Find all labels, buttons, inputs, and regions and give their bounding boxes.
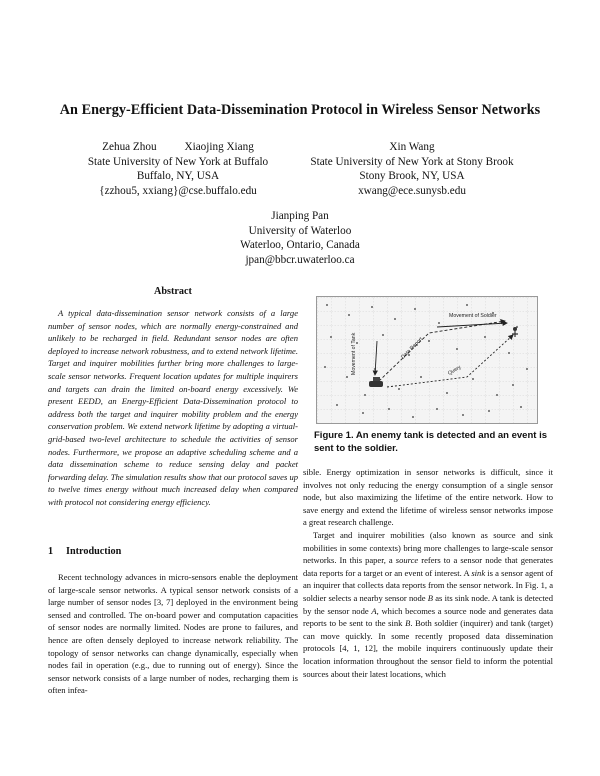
- author-location: Stony Brook, NY, USA: [359, 170, 465, 183]
- text-run: is a sensor agent of an inquirer that collects data reports from the sensor network. In Fig. 1, a soldier selects a nearby sensor node: [303, 567, 553, 603]
- section-heading-introduction: [48, 546, 121, 557]
- section-title: Introduction: [66, 546, 122, 557]
- abstract-text: A typical data-dissemination sensor network consists of a large number of sensor nodes, which are normally energy-constrained and unlikely to be recharged in field. Redundant sensor nodes are often deployed to increase network robustness, and to extend network lifetime. Target and inquirer mobilities further bring more challenges to large-scale sensor networks. Frequent location updates for multiple inquirers and targets can drain the limited on-board energy excessively. We present EEDD, an Energy-Efficient Data-Dissemination protocol to address both the target and inquirer mobility problem and the energy conservation problem. We extend network lifetime by adopting a virtual-grid-based two-level architecture to schedule the activities of sensor nodes. Furthermore, we propose an adaptive scheduling scheme and a data dissemination scheme to reduce sensing delay and packet forwarding delay. The simulation results show that our protocol saves up to twelve times energy without much increased delay when compared with protocol not considering energy efficiency.: [48, 308, 298, 507]
- author-block-buffalo: [60, 140, 296, 198]
- author-affiliation: University of Waterloo: [248, 224, 352, 237]
- label-query: Query: [447, 364, 463, 377]
- text-run: . Both soldier (inquirer) and tank (target) can move quickly. In some recently proposed data dissemination protocols [4, 1, 12], the mobile inquirers continuously update their location information throughout the sensor field to inform the potential sources about their latest locations, which: [303, 618, 554, 679]
- term-source: source: [395, 555, 419, 566]
- author-email: {zzhou5, xxiang}@cse.buffalo.edu: [99, 184, 257, 197]
- label-data-report: Data Report: [400, 336, 425, 361]
- author-block-stonybrook: [284, 140, 540, 198]
- author-location: Buffalo, NY, USA: [136, 170, 220, 183]
- right-column-body: [303, 466, 553, 680]
- author-name: Zehua Zhou: [102, 141, 157, 153]
- text-run: , which becomes a source node and generates data reports to be sent to the sink: [303, 605, 553, 629]
- abstract-heading: Abstract: [154, 286, 192, 297]
- author-name: Jianping Pan: [271, 210, 329, 222]
- paragraph-mobility: [303, 529, 553, 680]
- text-run: Target and inquirer mobilities (also known as source and sink mobilities in some contexts) bring more challenges to large-scale sensor networks. In this paper, a: [303, 529, 553, 566]
- figure-1-caption: Figure 1. An enemy tank is detected and an event is sent to the soldier.: [314, 430, 547, 454]
- label-movement-of-tank: Movement of Tank: [351, 332, 357, 375]
- var-a: A: [371, 605, 377, 616]
- paragraph-energy: sible. Energy optimization in sensor networks is difficult, since it involves not only reducing the energy consumption of a single sensor node, but also maximizing the lifetime of the entire network. How to save energy and extend the lifetime of wireless sensor networks impose a great research challenge.: [303, 467, 553, 528]
- text-run: as its sink node. A tank is detected by the sensor node: [303, 592, 553, 616]
- var-b: B: [405, 618, 411, 629]
- introduction-body: [48, 571, 298, 697]
- text-run: refers to a sensor node that generates data reports for a target or an event of interest. A: [303, 555, 553, 578]
- author-location: Waterloo, Ontario, Canada: [240, 239, 360, 252]
- label-movement-of-soldier: Movement of Soldier: [449, 313, 497, 319]
- author-affiliation: State University of New York at Stony Brook: [310, 155, 514, 168]
- sensor-field-diagram: [317, 297, 537, 423]
- author-affiliation: State University of New York at Buffalo: [87, 155, 269, 168]
- author-name: Xiaojing Xiang: [184, 141, 254, 153]
- introduction-text: Recent technology advances in micro-sensors enable the deployment of large-scale sensor networks. A typical sensor network consists of a large number of sensor nodes [3, 7] deployed in the environment being sensed and controlled. The on-board power and computation capacities of sensor nodes are normally limited. Nodes are prone to failures, and hence are often densely deployed to increase network reliability. The topology of sensor networks can change dynamically, especially when nodes fail in operation (e.g., due to running out of energy). Since the sensor network consists of a large number of nodes, recharging them is often infea-: [48, 572, 298, 696]
- author-names-row: [60, 140, 296, 155]
- section-number: 1: [48, 546, 54, 557]
- figure-1-sensor-field: [316, 296, 538, 424]
- author-email: jpan@bbcr.uwaterloo.ca: [245, 253, 355, 266]
- term-sink: sink: [471, 567, 486, 578]
- author-name: Xin Wang: [389, 141, 435, 153]
- grid-background: [317, 297, 537, 423]
- paper-title: An Energy-Efficient Data-Dissemination Protocol in Wireless Sensor Networks: [59, 102, 541, 118]
- var-b: B: [427, 592, 434, 603]
- abstract-body: [48, 307, 298, 509]
- author-email: xwang@ece.sunysb.edu: [358, 184, 466, 197]
- author-block-waterloo: [150, 209, 450, 267]
